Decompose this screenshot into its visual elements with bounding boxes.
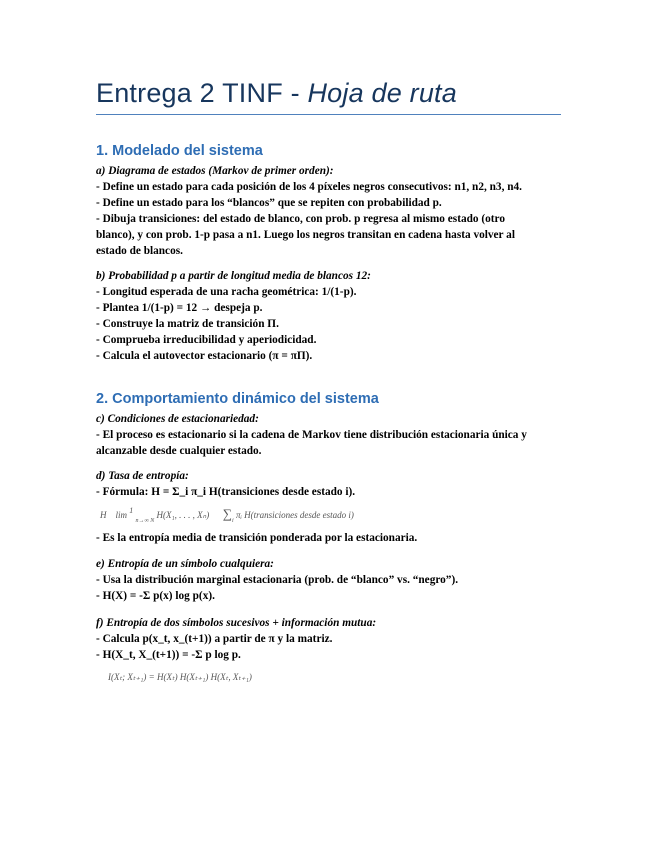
section1-heading: 1. Modelado del sistema bbox=[96, 143, 263, 159]
section2-heading: 2. Comportamiento dinámico del sistema bbox=[96, 391, 379, 407]
subsection-d-after: - Es la entropía media de transición ponderada por la estacionaria. bbox=[96, 532, 418, 544]
page-title bbox=[96, 78, 457, 109]
subsection-f-heading: f) Entropía de dos símbolos sucesivos + información mutua: bbox=[96, 617, 377, 629]
subsection-c-line: alcanzable desde cualquier estado. bbox=[96, 445, 262, 457]
formula-h: H bbox=[100, 510, 107, 520]
subsection-b-line: - Longitud esperada de una racha geométrica: 1/(1-p). bbox=[96, 286, 357, 298]
formula-frac: 1 bbox=[129, 506, 134, 515]
subsection-c-heading: c) Condiciones de estacionariedad: bbox=[96, 413, 259, 425]
formula-sum: ∑ bbox=[222, 506, 233, 521]
subsection-e-line: - Usa la distribución marginal estacionaria (prob. de “blanco” vs. “negro”). bbox=[96, 574, 459, 586]
subsection-e-heading: e) Entropía de un símbolo cualquiera: bbox=[96, 558, 274, 570]
subsection-b-line: - Plantea 1/(1-p) = 12 → despeja p. bbox=[96, 302, 263, 314]
subsection-a-line: - Define un estado para los “blancos” que se repiten con probabilidad p. bbox=[96, 197, 442, 209]
subsection-a-line: estado de blancos. bbox=[96, 245, 183, 257]
formula-rest: πᵢ H(transiciones desde estado i) bbox=[235, 510, 354, 520]
subsection-e-line: - H(X) = -Σ p(x) log p(x). bbox=[96, 590, 215, 602]
title-underline bbox=[96, 114, 561, 115]
subsection-f-line: - H(X_t, X_(t+1)) = -Σ p log p. bbox=[96, 649, 241, 661]
subsection-d-heading: d) Tasa de entropía: bbox=[96, 470, 189, 482]
subsection-f-line: - Calcula p(x_t, x_(t+1)) a partir de π y la matriz. bbox=[96, 633, 333, 645]
entropy-rate-formula bbox=[100, 506, 354, 522]
subsection-a-heading: a) Diagrama de estados (Markov de primer orden): bbox=[96, 165, 334, 177]
formula-body: H(X₁, . . . , Xₙ) bbox=[156, 510, 210, 520]
title-main: Entrega 2 TINF - bbox=[96, 78, 308, 108]
subsection-c-line: - El proceso es estacionario si la cadena de Markov tiene distribución estacionaria única y bbox=[96, 429, 527, 441]
formula-lim: lim bbox=[115, 510, 128, 520]
formula-sub: n→∞ N bbox=[135, 518, 155, 524]
title-italic: Hoja de ruta bbox=[307, 78, 457, 108]
mutual-information-formula: I(Xₜ; Xₜ₊₁) = H(Xₜ) H(Xₜ₊₁) H(Xₜ, Xₜ₊₁) bbox=[108, 672, 252, 682]
subsection-b-line: - Construye la matriz de transición Π. bbox=[96, 318, 279, 330]
subsection-a-line: blanco), y con prob. 1-p pasa a n1. Luego los negros transitan en cadena hasta volver al bbox=[96, 229, 515, 241]
subsection-a-line: - Dibuja transiciones: del estado de blanco, con prob. p regresa al mismo estado (otro bbox=[96, 213, 505, 225]
formula-sum-sub: i bbox=[232, 518, 234, 524]
subsection-a-line: - Define un estado para cada posición de los 4 píxeles negros consecutivos: n1, n2, n3, n4. bbox=[96, 181, 522, 193]
subsection-d-line: - Fórmula: H = Σ_i π_i H(transiciones desde estado i). bbox=[96, 486, 356, 498]
subsection-b-heading: b) Probabilidad p a partir de longitud media de blancos 12: bbox=[96, 270, 371, 282]
subsection-b-line: - Comprueba irreducibilidad y aperiodicidad. bbox=[96, 334, 317, 346]
subsection-b-line: - Calcula el autovector estacionario (π = πΠ). bbox=[96, 350, 313, 362]
